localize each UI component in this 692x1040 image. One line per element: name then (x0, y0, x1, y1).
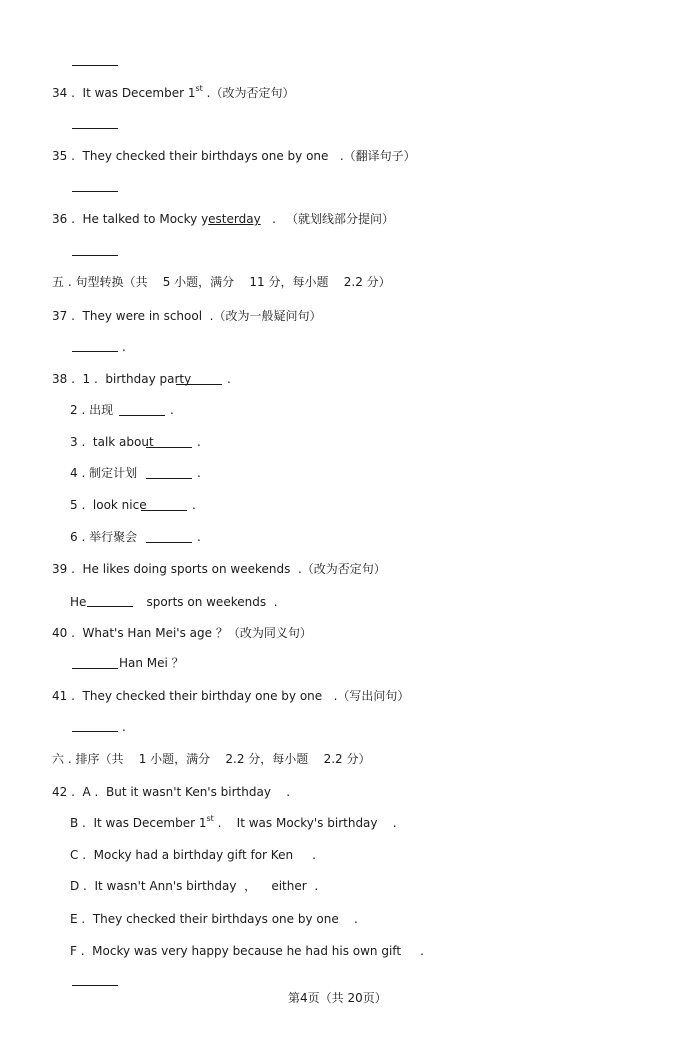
answer-blank-38-1[interactable] (176, 384, 222, 385)
q38-5-dot: . (192, 498, 196, 512)
q36-dot: . (260, 212, 276, 226)
question-42-e: E . They checked their birthdays one by one . (70, 912, 358, 926)
answer-blank-35[interactable] (72, 191, 118, 192)
question-36 (52, 212, 276, 226)
answer-blank-37[interactable] (72, 351, 118, 352)
answer-blank-38-3[interactable] (146, 447, 192, 448)
answer-blank-38-2[interactable] (119, 415, 165, 416)
answer-blank-34[interactable] (72, 128, 118, 129)
q34-instruction: .（改为否定句） (202, 86, 295, 100)
q42-b-text: B . It was December 1 (70, 816, 207, 830)
q39-rest: sports on weekends . (135, 595, 278, 609)
question-38-item-2: 2 . 出现 (70, 403, 114, 417)
answer-blank-33[interactable] (72, 65, 118, 66)
section-6-heading: 六 . 排序（共 1 小题，满分 2.2 分，每小题 2.2 分） (52, 752, 371, 766)
q36-text: 36 . He talked to Mocky y (52, 212, 209, 226)
question-38-item-3: 3 . talk about (70, 435, 154, 449)
question-42-d: D . It wasn't Ann's birthday ， either . (70, 879, 319, 893)
question-37: 37 . They were in school .（改为一般疑问句） (52, 309, 322, 323)
q40-rest: Han Mei ？ (119, 656, 184, 670)
q38-4-dot: . (197, 466, 201, 480)
answer-blank-38-4[interactable] (146, 478, 192, 479)
answer-blank-39[interactable] (87, 606, 133, 607)
q36-underlined-word: esterday (208, 212, 261, 226)
q38-2-dot: . (170, 403, 174, 417)
answer-blank-40[interactable] (72, 668, 118, 669)
q41-answer-dot: . (122, 720, 126, 734)
q34-text: 34 . It was December 1 (52, 86, 196, 100)
answer-blank-42[interactable] (72, 985, 118, 986)
question-42-f: F . Mocky was very happy because he had his own gift . (70, 944, 424, 958)
section-5-heading: 五 . 句型转换（共 5 小题，满分 11 分，每小题 2.2 分） (52, 275, 391, 289)
question-41: 41 . They checked their birthday one by one .（写出问句） (52, 689, 410, 703)
question-38-item-6: 6 . 举行聚会 (70, 530, 138, 544)
q37-answer-dot: . (122, 340, 126, 354)
q34-sup: st (195, 84, 203, 93)
question-38-item-4: 4 . 制定计划 (70, 466, 138, 480)
question-38-item-1: 38 . 1 . birthday party (52, 372, 192, 386)
q38-1-dot: . (227, 372, 231, 386)
q42-b-rest: . It was Mocky's birthday . (213, 816, 397, 830)
question-42-b (70, 816, 397, 832)
answer-blank-38-5[interactable] (141, 510, 187, 511)
q38-3-dot: . (197, 435, 201, 449)
page-footer: 第4页（共 20页） (288, 991, 387, 1005)
question-42-a: 42 . A . But it wasn't Ken's birthday . (52, 785, 291, 799)
question-38-item-5: 5 . look nice (70, 498, 147, 512)
question-42-c: C . Mocky had a birthday gift for Ken . (70, 848, 316, 862)
question-39: 39 . He likes doing sports on weekends .（改为否定句） (52, 562, 386, 576)
q39-he: He (70, 595, 87, 609)
question-40: 40 . What's Han Mei's age ？（改为同义句） (52, 626, 312, 640)
q38-6-dot: . (197, 530, 201, 544)
answer-blank-41[interactable] (72, 731, 118, 732)
q42-b-sup: st (206, 814, 214, 823)
answer-blank-36[interactable] (72, 255, 118, 256)
q36-instruction: （就划线部分提问） (286, 212, 395, 226)
question-34 (52, 86, 294, 102)
answer-blank-38-6[interactable] (146, 542, 192, 543)
question-35: 35 . They checked their birthdays one by one .（翻译句子） (52, 149, 416, 163)
